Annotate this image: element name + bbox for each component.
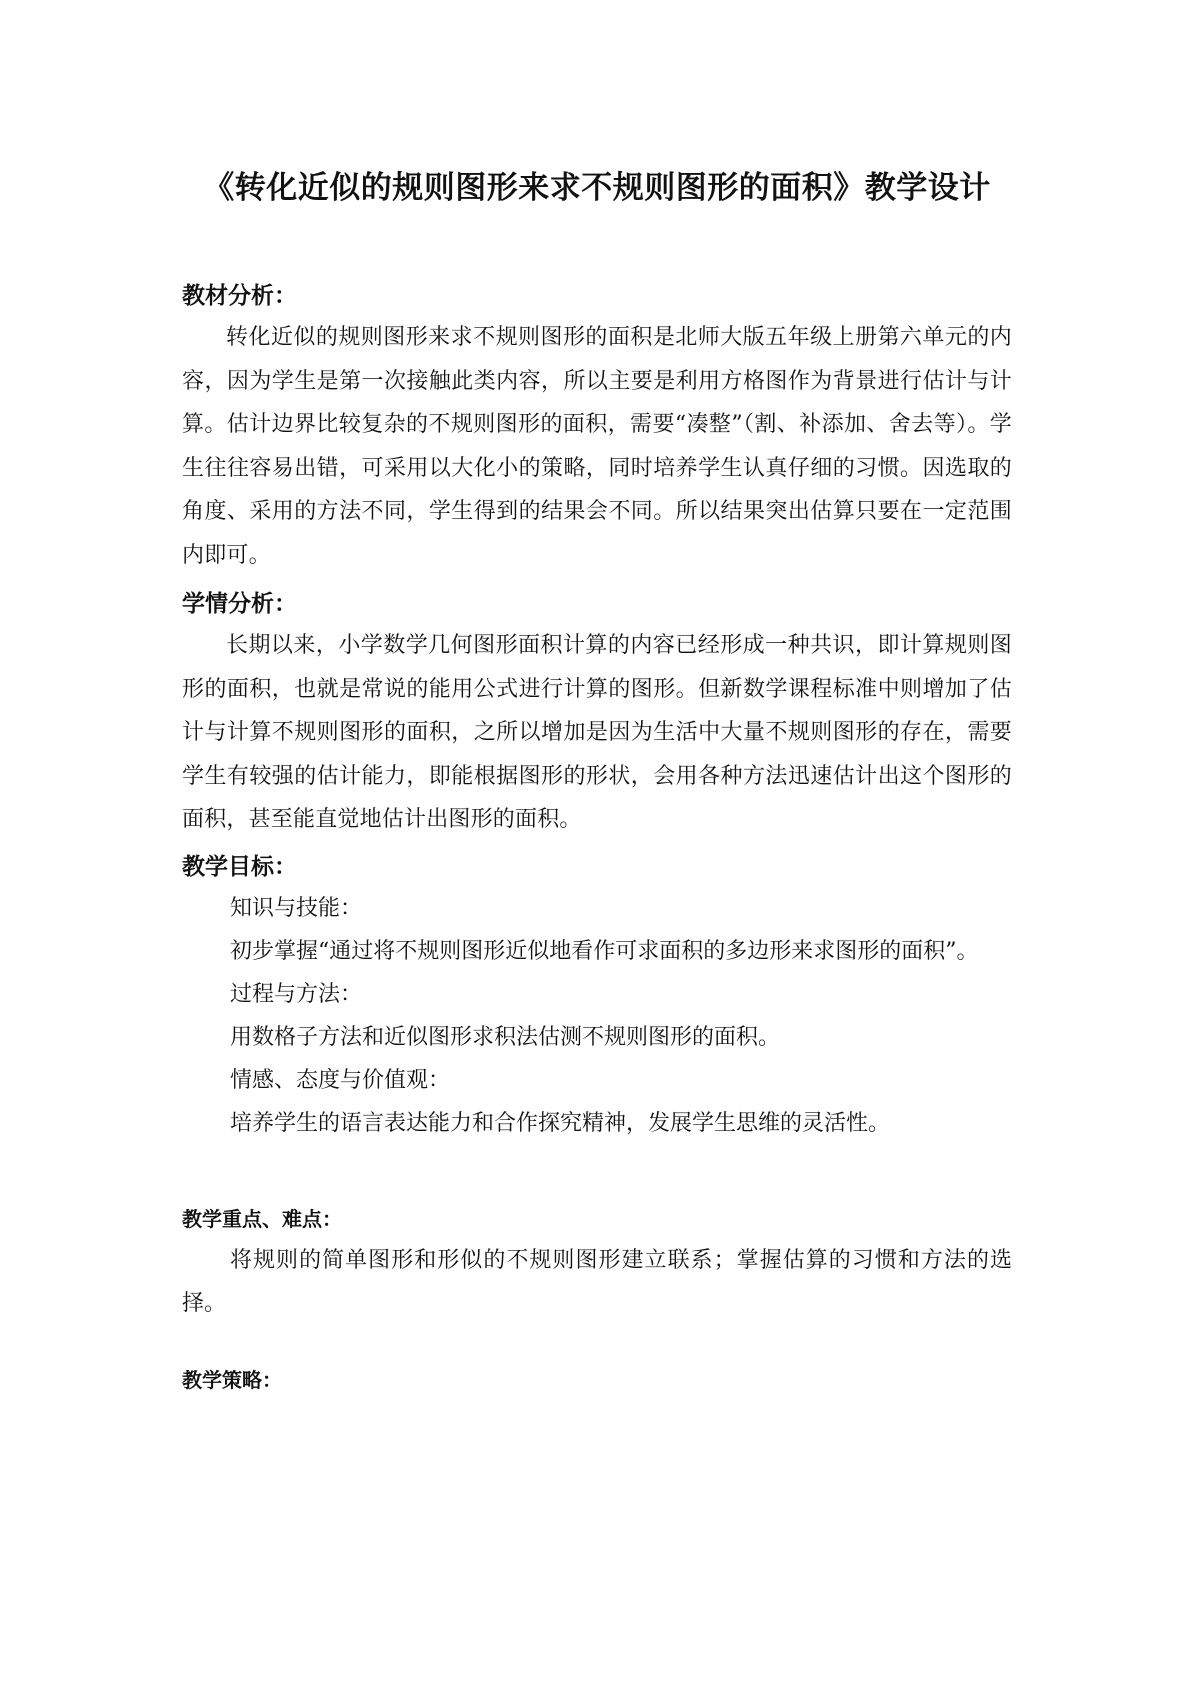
paragraph-keypoints: 将规则的简单图形和形似的不规则图形建立联系；掌握估算的习惯和方法的选择。 xyxy=(182,1248,1012,1316)
section-heading-students: 学情分析： xyxy=(182,591,297,617)
goal-text-process: 用数格子方法和近似图形求积法估测不规则图形的面积。 xyxy=(230,1025,781,1050)
goal-label-knowledge: 知识与技能： xyxy=(230,896,363,921)
section-heading-textbook: 教材分析： xyxy=(182,283,297,309)
section-heading-keypoints: 教学重点、难点： xyxy=(182,1207,342,1231)
paragraph-textbook: 转化近似的规则图形来求不规则图形的面积是北师大版五年级上册第六单元的内容，因为学生是第一次接触此类内容，所以主要是利用方格图作为背景进行估计与计算。估计边界比较复杂的不规则图形的面积，需要“凑整”（割、补添加、舍去等）。学生往往容易出错，可采用以大化小的策略，同时培养学生认真仔细的习惯。因选取的角度、采用的方法不同，学生得到的结果会不同。所以结果突出估算只要在一定范围内即可。 xyxy=(182,325,1012,568)
section-heading-goals: 教学目标： xyxy=(182,854,297,880)
section-student-analysis xyxy=(182,586,1012,842)
paragraph-students: 长期以来，小学数学几何图形面积计算的内容已经形成一种共识，即计算规则图形的面积，也就是常说的能用公式进行计算的图形。但新数学课程标准中则增加了估计与计算不规则图形的面积，之所以增加是因为生活中大量不规则图形的存在，需要学生有较强的估计能力，即能根据图形的形状，会用各种方法迅速估计出这个图形的面积，甚至能直觉地估计出图形的面积。 xyxy=(182,633,1012,832)
section-textbook-analysis xyxy=(182,278,1012,577)
section-teaching-strategy xyxy=(182,1364,1012,1396)
section-teaching-goals xyxy=(182,849,1012,1145)
section-key-points xyxy=(182,1203,1012,1325)
section-heading-strategy: 教学策略： xyxy=(182,1368,282,1392)
goal-label-emotion: 情感、态度与价值观： xyxy=(230,1068,451,1093)
goal-text-knowledge: 初步掌握“通过将不规则图形近似地看作可求面积的多边形来求图形的面积”。 xyxy=(230,939,979,964)
goal-text-emotion: 培养学生的语言表达能力和合作探究精神，发展学生思维的灵活性。 xyxy=(230,1111,891,1136)
goal-label-process: 过程与方法： xyxy=(230,982,363,1007)
document-title: 《转化近似的规则图形来求不规则图形的面积》教学设计 xyxy=(203,170,991,206)
